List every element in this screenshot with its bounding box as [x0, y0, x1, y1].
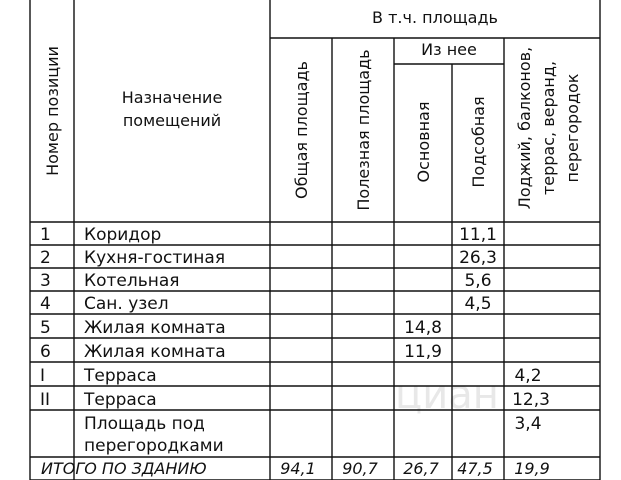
row-number: 2 [40, 248, 51, 268]
row-main-area: 14,8 [404, 318, 442, 338]
row-name: Кухня-гостиная [84, 248, 226, 268]
row-loggia-area: 4,2 [514, 366, 542, 386]
partitions-area: 3,4 [514, 414, 542, 434]
row-number: 3 [40, 271, 51, 291]
header-purpose-line2: помещений [122, 111, 222, 130]
row-number: II [40, 390, 51, 410]
partitions-label-line2: перегородками [84, 436, 224, 456]
header-auxiliary: Подсобная [469, 96, 488, 188]
header-loggias-line1: Лоджий, балконов, [515, 46, 534, 210]
row-number: 1 [40, 225, 51, 245]
header-position-number: Номер позиции [43, 46, 62, 176]
row-name: Терраса [84, 390, 157, 410]
row-loggia-area: 12,3 [512, 390, 550, 410]
totals-loggia-area: 19,9 [514, 459, 550, 478]
row-aux-area: 5,6 [464, 271, 492, 291]
totals-useful-area: 90,7 [342, 459, 378, 478]
header-loggias-line3: перегородок [563, 73, 582, 183]
row-aux-area: 11,1 [459, 225, 497, 245]
table-row [40, 248, 497, 268]
table-totals-row [41, 459, 550, 478]
header-useful-area: Полезная площадь [354, 49, 373, 211]
totals-main-area: 26,7 [403, 459, 439, 478]
row-name: Жилая комната [84, 318, 226, 338]
header-main: Основная [414, 101, 433, 183]
header-purpose-line1: Назначение [121, 88, 223, 107]
row-name: Терраса [84, 366, 157, 386]
table-row [40, 271, 492, 291]
table-row [40, 342, 442, 362]
row-number: 6 [40, 342, 51, 362]
table-row [40, 318, 442, 338]
watermark-text: циан [395, 372, 499, 418]
header-including-area: В т.ч. площадь [372, 8, 498, 27]
row-number: 5 [40, 318, 51, 338]
table-body [40, 225, 550, 456]
header-of-which: Из нее [421, 40, 477, 59]
totals-label: ИТОГО ПО ЗДАНИЮ [41, 459, 207, 478]
table-row-partitions [84, 414, 542, 456]
row-name: Сан. узел [84, 294, 169, 314]
totals-total-area: 94,1 [280, 459, 316, 478]
header-total-area: Общая площадь [292, 61, 311, 199]
table-row [40, 294, 492, 314]
header-loggias-line2: террас, веранд, [539, 60, 558, 196]
row-name: Коридор [84, 225, 162, 245]
table-row [40, 225, 497, 245]
row-main-area: 11,9 [404, 342, 442, 362]
row-name: Жилая комната [84, 342, 226, 362]
totals-aux-area: 47,5 [457, 459, 493, 478]
row-name: Котельная [84, 271, 180, 291]
row-number: 4 [40, 294, 51, 314]
row-aux-area: 26,3 [459, 248, 497, 268]
row-number: I [40, 366, 46, 386]
partitions-label-line1: Площадь под [84, 414, 205, 434]
row-aux-area: 4,5 [464, 294, 492, 314]
